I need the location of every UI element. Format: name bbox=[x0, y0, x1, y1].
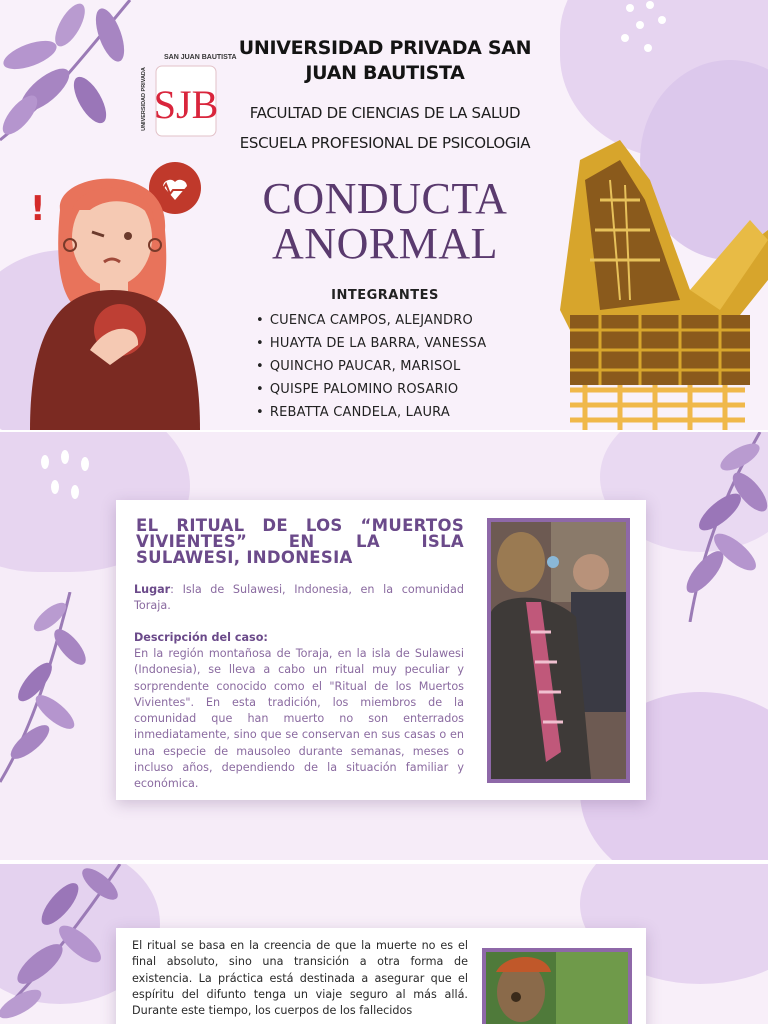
members-list bbox=[256, 309, 486, 424]
case-title: EL RITUAL DE LOS “MUERTOS VIVIENTES” EN LA ISLA SULAWESI, INDONESIA bbox=[136, 516, 464, 567]
leaf-branch-decoration bbox=[0, 592, 100, 792]
place-text: : Isla de Sulawesi, Indonesia, en la comunidad Toraja. bbox=[134, 583, 464, 613]
ritual-photo bbox=[487, 518, 630, 783]
place-label: Lugar bbox=[134, 583, 171, 596]
continuation-slide bbox=[0, 864, 768, 1024]
svg-text:!: ! bbox=[30, 189, 46, 229]
leaf-branch-decoration bbox=[0, 864, 130, 1024]
logo-side-text: UNIVERSIDAD PRIVADA bbox=[141, 67, 147, 131]
continuation-card bbox=[116, 928, 646, 1024]
member-item: • HUAYTA DE LA BARRA, VANESSA bbox=[256, 332, 486, 355]
faculty-name: FACULTAD DE CIENCIAS DE LA SALUD bbox=[249, 104, 521, 122]
dots-decoration bbox=[610, 0, 690, 70]
woman-illustration bbox=[20, 150, 220, 430]
case-slide bbox=[0, 432, 768, 862]
ritual-photo-2 bbox=[482, 948, 632, 1024]
member-item: • QUINCHO PAUCAR, MARISOL bbox=[256, 355, 486, 378]
university-logo bbox=[138, 52, 237, 142]
university-name: UNIVERSIDAD PRIVADA SAN JUAN BAUTISTA bbox=[238, 37, 532, 84]
logo-top-text: SAN JUAN BAUTISTA bbox=[164, 54, 237, 61]
svg-text:SJB: SJB bbox=[153, 82, 219, 127]
leaf-branch-decoration bbox=[660, 432, 768, 622]
dots-decoration bbox=[30, 442, 120, 512]
case-place bbox=[134, 582, 464, 615]
title-line-1: CONDUCTA bbox=[262, 174, 508, 223]
case-card bbox=[116, 500, 646, 800]
toraja-house-illustration bbox=[540, 140, 768, 430]
desc-label: Descripción del caso: bbox=[134, 631, 268, 644]
desc-text: En la región montañosa de Toraja, en la isla de Sulawesi (Indonesia), se lleva a cabo un ritual muy peculiar y sorprendente conocido como el "Ritual de los Muertos Vivientes". En esta tradición, los miembros de la comunidad que han muerto no son enterrados inmediatamente, sino que se conservan en sus casas o en una especie de mausoleo durante semanas, meses o incluso años, dependiendo de la situación familiar y económica. bbox=[134, 647, 464, 791]
member-item: • CUENCA CAMPOS, ALEJANDRO bbox=[256, 309, 486, 332]
member-item: • REBATTA CANDELA, LAURA bbox=[256, 401, 486, 424]
members-heading: INTEGRANTES bbox=[331, 288, 439, 303]
member-item: • QUISPE PALOMINO ROSARIO bbox=[256, 378, 486, 401]
cover-slide bbox=[0, 0, 768, 430]
continuation-text: El ritual se basa en la creencia de que la muerte no es el final absoluto, sino una transición a otra forma de existencia. La práctica está destinada a asegurar que el espíritu del difunto tenga un viaje seguro al más allá. Durante este tiempo, los cuerpos de los fallecidos bbox=[132, 939, 468, 1018]
school-name: ESCUELA PROFESIONAL DE PSICOLOGIA bbox=[239, 134, 531, 152]
main-title bbox=[220, 176, 550, 266]
title-line-2: ANORMAL bbox=[272, 219, 498, 268]
